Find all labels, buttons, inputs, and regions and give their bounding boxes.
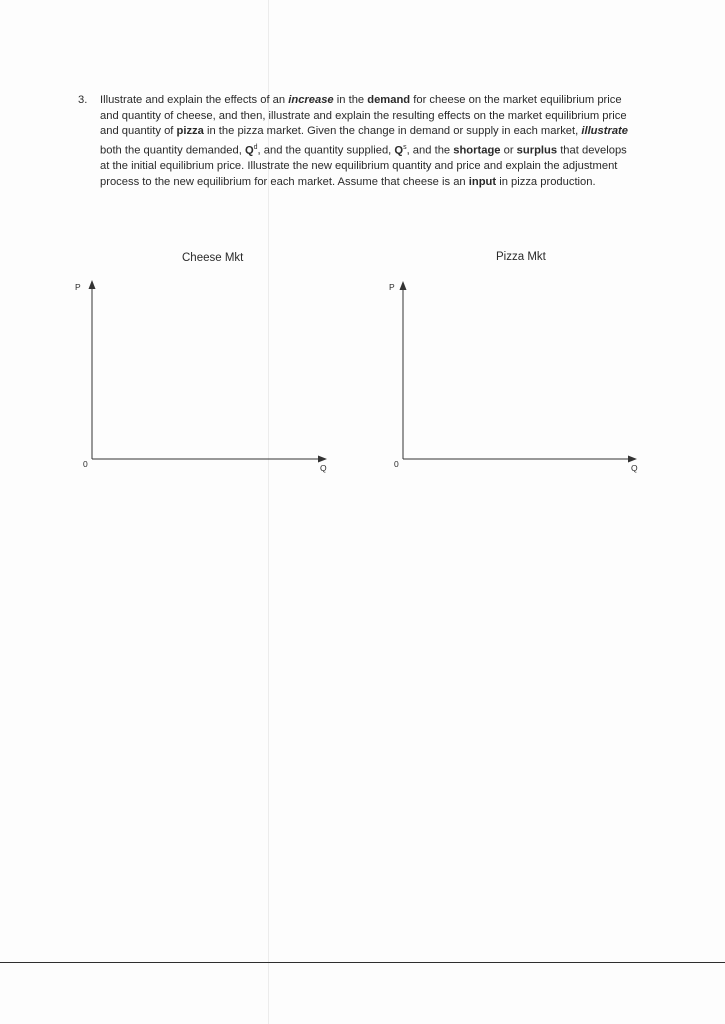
question-text-segment: surplus [516, 144, 558, 157]
question-text-segment: Q [394, 144, 404, 157]
pizza-x-axis-arrow [628, 456, 637, 463]
cheese-chart-title: Cheese Mkt [182, 252, 244, 264]
cheese-origin-label: 0 [83, 459, 88, 469]
question-text-segment: illustrate [581, 125, 628, 138]
question-text-segment: input [468, 175, 497, 188]
cheese-x-axis-label: Q [320, 463, 327, 473]
question-text-segment: both the quantity demanded, [100, 144, 245, 157]
question-text-segment: for cheese on the market equilibrium price and quantity of cheese, and then, illustrate and explain the resulting effects on the market equilibrium price and quantity of [100, 94, 627, 138]
question-text-segment: demand [367, 94, 411, 106]
question-text-segment: in the pizza market. Given the change in demand or supply in each market, [203, 125, 582, 138]
question-text-segment: Illustrate and explain the effects of an [100, 94, 289, 106]
pizza-y-axis-label: P [389, 282, 395, 292]
pizza-axes [400, 281, 638, 463]
question-text-segment: , and the [406, 144, 454, 157]
cheese-x-axis-arrow [318, 456, 327, 463]
question-text-segment: that develops at the initial equilibrium price. Illustrate the new equilibrium quantity and price and explain the adjustment process to the new equilibrium for each market. Assume that cheese is an [100, 144, 627, 188]
question-text-segment: increase [288, 94, 334, 106]
question-text-segment: Q [244, 144, 254, 157]
cheese-axes [89, 280, 328, 463]
pizza-x-axis-label: Q [631, 463, 638, 473]
question-text-segment: in the [333, 94, 368, 106]
cheese-y-axis-arrow [89, 280, 96, 289]
pizza-y-axis-arrow [400, 281, 407, 290]
question-text-segment: in pizza production. [496, 175, 596, 188]
question-text-segment: pizza [176, 125, 204, 138]
question-text-segment: , and the quantity supplied, [257, 144, 395, 157]
question-text-segment: or [500, 144, 517, 157]
pizza-origin-label: 0 [394, 459, 399, 469]
cheese-y-axis-label: P [75, 282, 81, 292]
question-text-segment: s [403, 143, 407, 151]
question-number: 3. [78, 94, 88, 106]
question-text-segment: d [253, 143, 258, 151]
pizza-chart-title: Pizza Mkt [496, 251, 546, 263]
question-text-segment: shortage [453, 144, 501, 157]
